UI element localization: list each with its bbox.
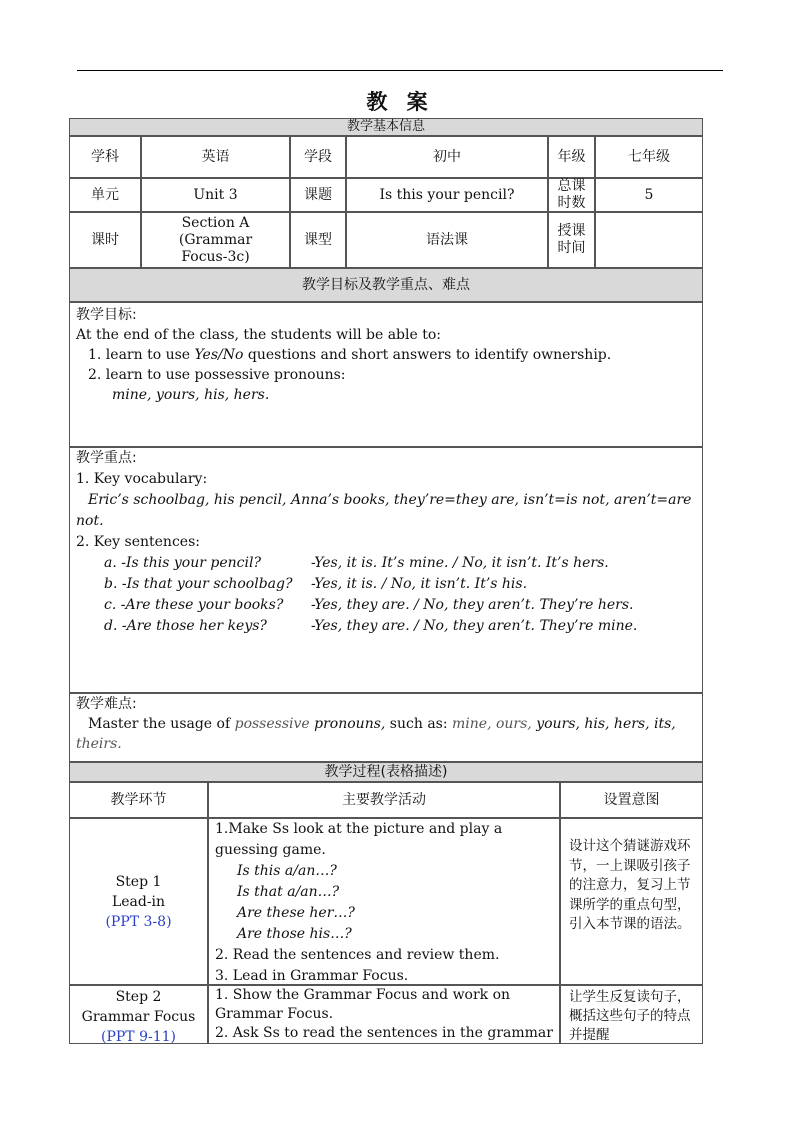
process-col-activities: 主要教学活动	[208, 782, 560, 818]
lesson-type-label: 课型	[290, 212, 346, 268]
step-2-intent: 让学生反复读句子，概括这些句子的特点并提醒	[560, 985, 703, 1044]
step-2-name: Step 2 Grammar Focus (PPT 9-11)	[69, 985, 208, 1044]
subject-value: 英语	[141, 136, 290, 178]
objectives-intro: At the end of the class, the students will be able to:	[76, 327, 441, 343]
stage-value: 初中	[346, 136, 548, 178]
total-periods-label: 总课 时数	[548, 178, 595, 212]
teaching-time-value	[595, 212, 703, 268]
document-title: 教 案	[366, 90, 434, 114]
key-vocab-title: 1. Key vocabulary:	[76, 471, 208, 487]
key-sentence-row: b. -Is that your schoolbag? -Yes, it is. / No, it isn’t. It’s his.	[104, 576, 528, 592]
period-value: Section A (Grammar Focus-3c)	[141, 212, 290, 268]
step-1-activities: 1.Make Ss look at the picture and play a guessing game. Is this a/an…? Is that a/an…? Are these her…? Are those his…? 2. Read the sentences and review them. 3. Lead in Grammar Focus.	[208, 818, 560, 985]
header-rule	[77, 70, 723, 71]
basic-info-header: 教学基本信息	[69, 118, 703, 136]
key-sentence-row: d. -Are those her keys? -Yes, they are. / No, they aren’t. They’re mine.	[104, 618, 638, 634]
process-col-intent: 设置意图	[560, 782, 703, 818]
lesson-type-value: 语法课	[346, 212, 548, 268]
grade-label: 年级	[548, 136, 595, 178]
key-points-label: 教学重点:	[76, 450, 137, 466]
objectives-label: 教学目标:	[76, 307, 137, 323]
step-1-name: Step 1 Lead-in (PPT 3-8)	[69, 818, 208, 985]
difficulties-line-2: theirs.	[76, 736, 122, 752]
topic-label: 课题	[290, 178, 346, 212]
objectives-section	[69, 302, 703, 447]
stage-label: 学段	[290, 136, 346, 178]
unit-value: Unit 3	[141, 178, 290, 212]
period-label: 课时	[69, 212, 141, 268]
difficulties-section	[69, 693, 703, 762]
unit-label: 单元	[69, 178, 141, 212]
process-col-step: 教学环节	[69, 782, 208, 818]
objective-item-1: 1. learn to use Yes/No questions and short answers to identify ownership.	[88, 347, 612, 363]
step-1-ppt: (PPT 3-8)	[105, 913, 172, 930]
key-points-section	[69, 447, 703, 693]
step-2-ppt: (PPT 9-11)	[100, 1029, 176, 1045]
key-vocab-line-2: not.	[76, 513, 104, 529]
objective-item-2-words: mine, yours, his, hers.	[112, 387, 270, 403]
key-sentences-title: 2. Key sentences:	[76, 534, 200, 550]
subject-label: 学科	[69, 136, 141, 178]
topic-value: Is this your pencil?	[346, 178, 548, 212]
grade-value: 七年级	[595, 136, 703, 178]
teaching-time-label: 授课 时间	[548, 212, 595, 268]
key-vocab-line: Eric’s schoolbag, his pencil, Anna’s books, they’re=they are, isn’t=is not, aren’t=are	[88, 492, 692, 508]
difficulties-label: 教学难点:	[76, 696, 137, 712]
goals-header: 教学目标及教学重点、难点	[69, 268, 703, 302]
objective-item-2: 2. learn to use possessive pronouns:	[88, 367, 346, 383]
total-periods-value: 5	[595, 178, 703, 212]
step-2-activities: 1. Show the Grammar Focus and work on Grammar Focus. 2. Ask Ss to read the sentences in the grammar	[208, 985, 560, 1044]
step-1-intent: 设计这个猜谜游戏环节，一上课吸引孩子的注意力，复习上节课所学的重点句型，引入本节课的语法。	[560, 818, 703, 985]
key-sentence-row: c. -Are these your books? -Yes, they are. / No, they aren’t. They’re hers.	[104, 597, 634, 613]
process-header: 教学过程(表格描述)	[69, 762, 703, 782]
difficulties-line: Master the usage of possessive pronouns, such as: mine, ours, yours, his, hers, its,	[88, 716, 676, 732]
key-sentence-row: a. -Is this your pencil? -Yes, it is. It’s mine. / No, it isn’t. It’s hers.	[104, 555, 609, 571]
